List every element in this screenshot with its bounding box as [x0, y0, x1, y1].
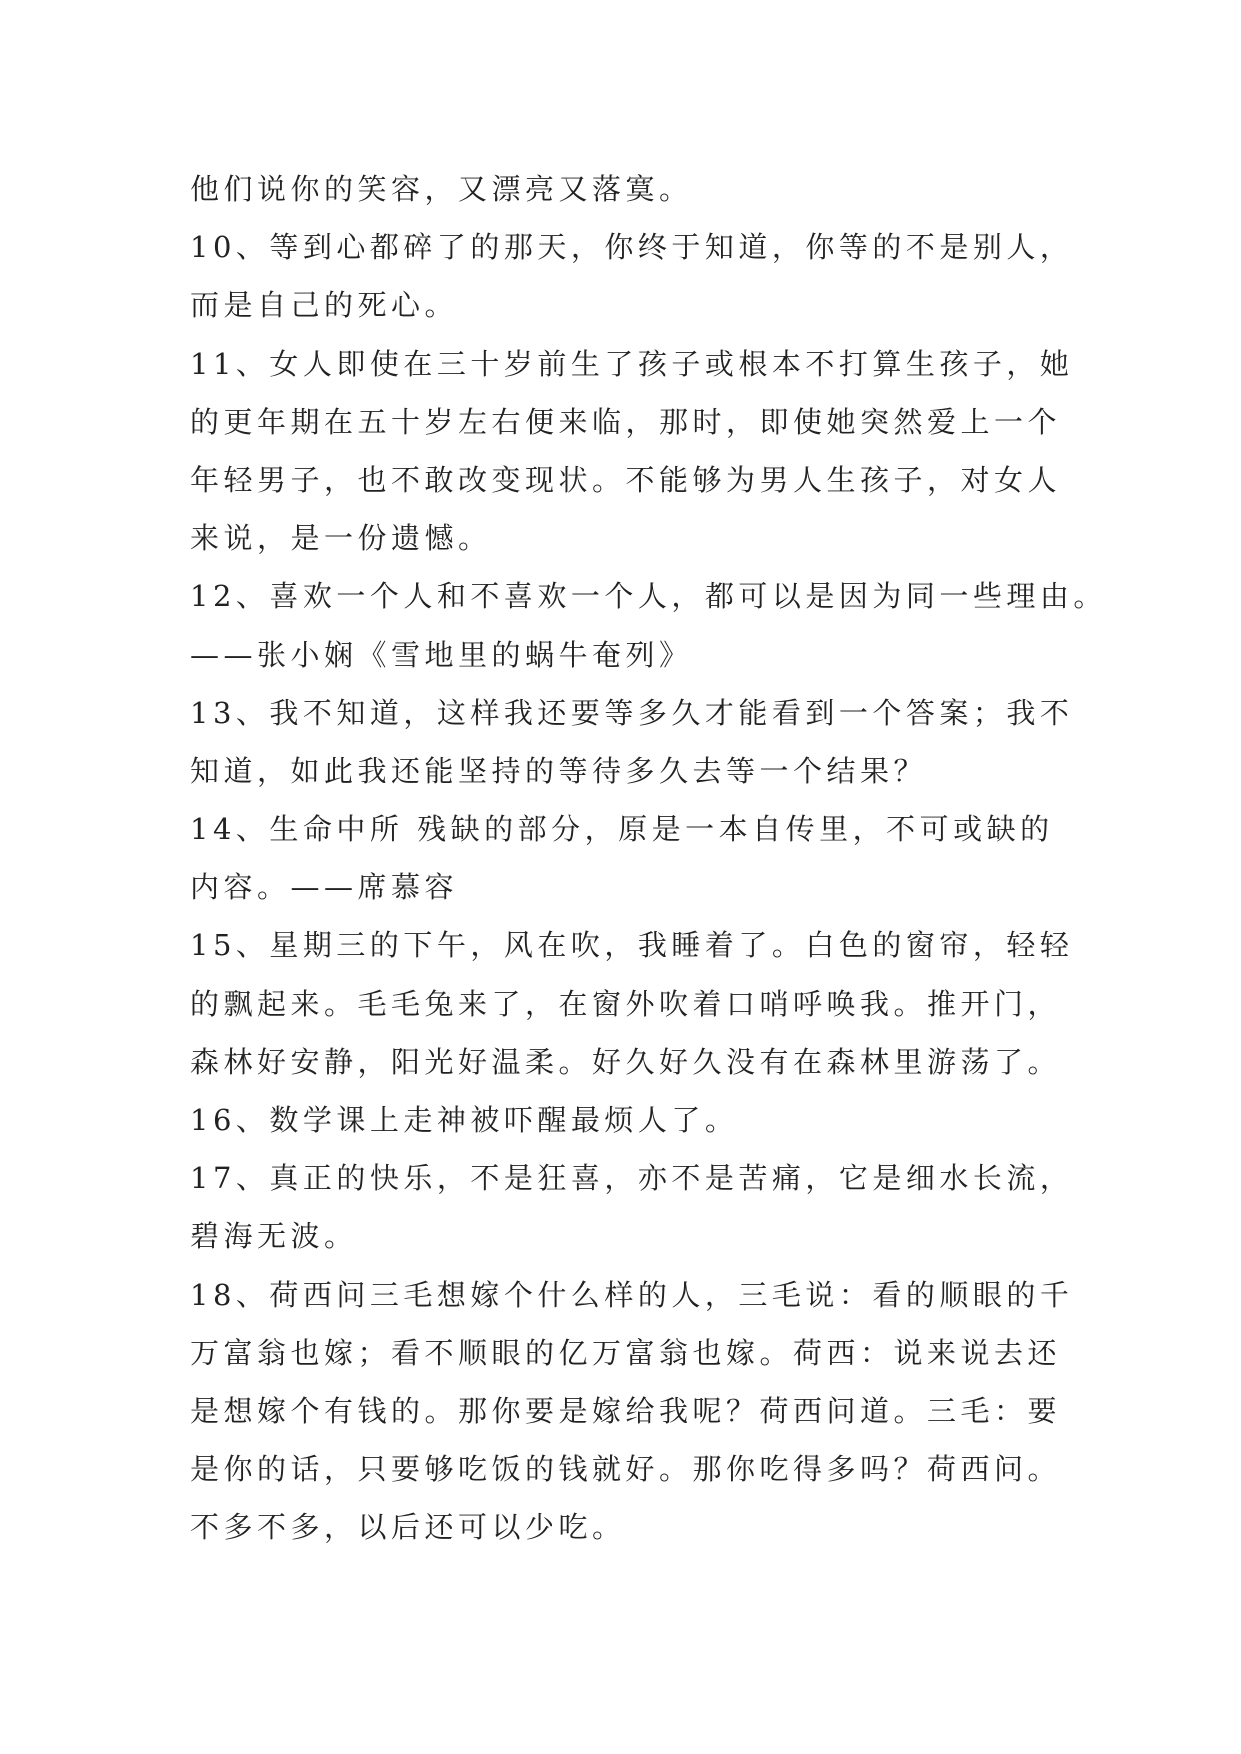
text-line: 来说，是一份遗憾。 — [190, 521, 492, 556]
text-line: ——张小娴《雪地里的蜗牛奄列》 — [190, 637, 693, 672]
text-line: 14、生命中所 残缺的部分，原是一本自传里，不可或缺的 — [190, 812, 1054, 847]
text-line: 碧海无波。 — [190, 1219, 358, 1254]
text-line: 12、喜欢一个人和不喜欢一个人，都可以是因为同一些理由。 — [190, 579, 1107, 614]
text-line: 他们说你的笑容，又漂亮又落寞。 — [190, 172, 693, 206]
text-line: 15、星期三的下午，风在吹，我睡着了。白色的窗帘，轻轻 — [190, 928, 1074, 963]
text-line: 的飘起来。毛毛兔来了，在窗外吹着口哨呼唤我。推开门， — [190, 986, 1062, 1021]
text-line: 内容。——席慕容 — [190, 870, 459, 905]
text-line: 万富翁也嫁；看不顺眼的亿万富翁也嫁。荷西：说来说去还 — [190, 1335, 1062, 1370]
text-line: 年轻男子，也不敢改变现状。不能够为男人生孩子，对女人 — [190, 462, 1062, 497]
text-line: 不多不多，以后还可以少吃。 — [190, 1510, 626, 1545]
text-line: 知道，如此我还能坚持的等待多久去等一个结果？ — [190, 753, 928, 788]
text-line: 16、数学课上走神被吓醒最烦人了。 — [190, 1103, 739, 1137]
text-line: 森林好安静，阳光好温柔。好久好久没有在森林里游荡了。 — [190, 1044, 1062, 1079]
text-line: 10、等到心都碎了的那天，你终于知道，你等的不是别人， — [190, 230, 1074, 265]
text-line: 是想嫁个有钱的。那你要是嫁给我呢？荷西问道。三毛：要 — [190, 1393, 1062, 1428]
text-line: 而是自己的死心。 — [190, 288, 459, 323]
text-line: 13、我不知道，这样我还要等多久才能看到一个答案；我不 — [190, 695, 1074, 730]
text-line: 是你的话，只要够吃饭的钱就好。那你吃得多吗？荷西问。 — [190, 1452, 1062, 1487]
document-body — [190, 160, 1107, 1557]
text-line: 18、荷西问三毛想嫁个什么样的人，三毛说：看的顺眼的千 — [190, 1277, 1074, 1312]
text-line: 17、真正的快乐，不是狂喜，亦不是苦痛，它是细水长流， — [190, 1161, 1074, 1196]
text-line: 的更年期在五十岁左右便来临，那时，即使她突然爱上一个 — [190, 404, 1062, 439]
text-line: 11、女人即使在三十岁前生了孩子或根本不打算生孩子，她 — [190, 346, 1074, 381]
